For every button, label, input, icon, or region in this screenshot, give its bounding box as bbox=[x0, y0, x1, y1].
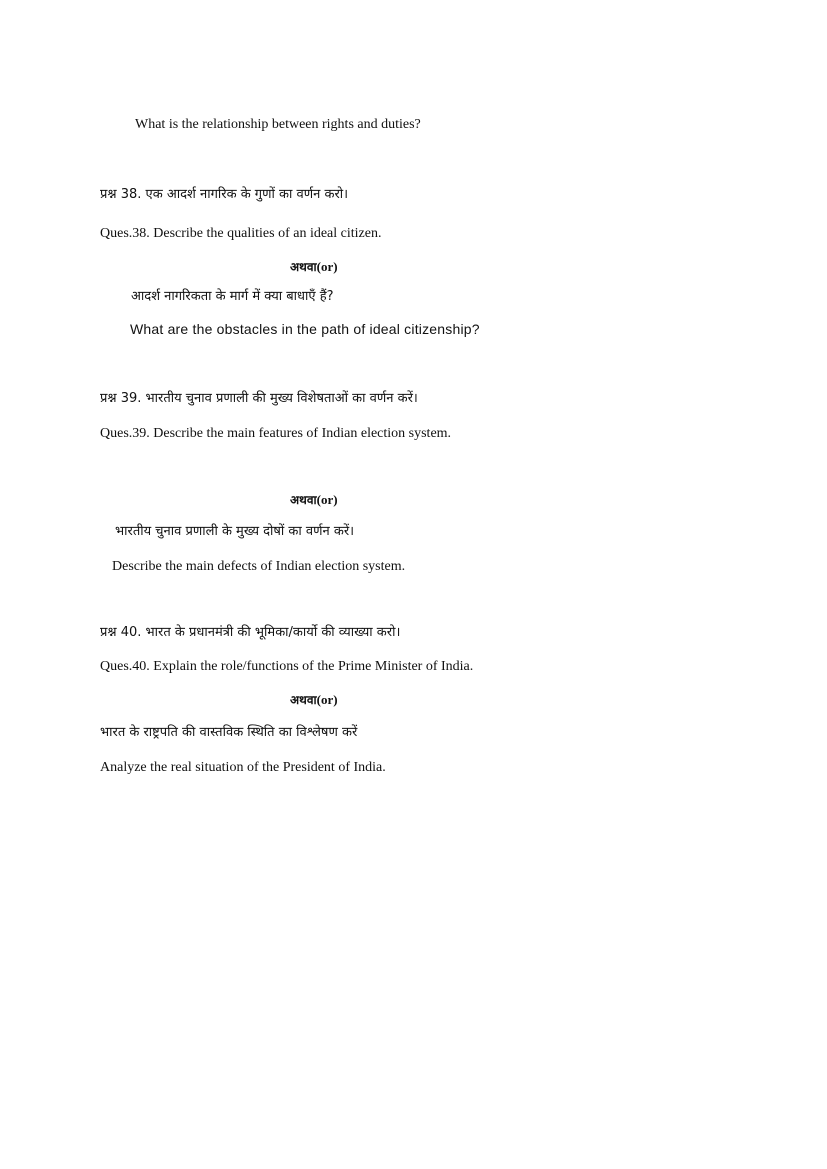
q40-english: Ques.40. Explain the role/functions of the Prime Minister of India. bbox=[100, 659, 474, 674]
q39-or-english: (or) bbox=[316, 492, 338, 507]
q38-or-english: (or) bbox=[316, 259, 338, 274]
q39-alternative-english: Describe the main defects of Indian election system. bbox=[112, 559, 406, 574]
q38-hindi: प्रश्न 38. एक आदर्श नागरिक के गुणों का वर्णन करो। bbox=[100, 187, 349, 202]
q40-or-heading bbox=[290, 691, 338, 709]
q37-alternative-english: What is the relationship between rights and duties? bbox=[135, 117, 421, 132]
q38-or-hindi: अथवा bbox=[290, 260, 317, 274]
q39-english: Ques.39. Describe the main features of Indian election system. bbox=[100, 426, 452, 441]
q40-alternative-english: Analyze the real situation of the President of India. bbox=[100, 760, 386, 775]
q39-or-heading bbox=[290, 491, 338, 509]
q40-or-english: (or) bbox=[316, 692, 338, 707]
q38-alternative-english: What are the obstacles in the path of ideal citizenship? bbox=[130, 321, 480, 337]
q38-alternative-hindi: आदर्श नागरिकता के मार्ग में क्या बाधाएँ हैं? bbox=[131, 289, 334, 304]
q39-alternative-hindi: भारतीय चुनाव प्रणाली के मुख्य दोषों का वर्णन करें। bbox=[115, 524, 355, 539]
q40-hindi: प्रश्न 40. भारत के प्रधानमंत्री की भूमिका/कार्यो की व्याख्या करो। bbox=[100, 625, 401, 640]
q40-alternative-hindi: भारत के राष्ट्रपति की वास्तविक स्थिति का विश्लेषण करें bbox=[100, 725, 358, 740]
q39-hindi: प्रश्न 39. भारतीय चुनाव प्रणाली की मुख्य विशेषताओं का वर्णन करें। bbox=[100, 391, 418, 406]
q40-or-hindi: अथवा bbox=[290, 693, 317, 707]
q38-or-heading bbox=[290, 258, 338, 276]
q39-or-hindi: अथवा bbox=[290, 493, 317, 507]
q38-english: Ques.38. Describe the qualities of an ideal citizen. bbox=[100, 226, 382, 241]
